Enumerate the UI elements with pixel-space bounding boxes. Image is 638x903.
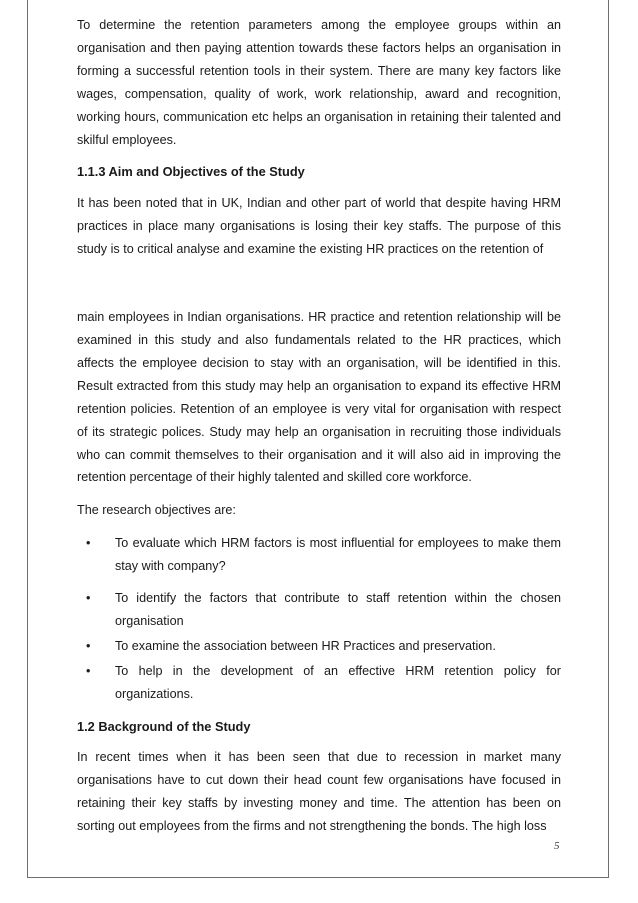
bullet-icon: • — [86, 536, 91, 551]
page-break-gap — [77, 261, 561, 306]
background-heading: 1.2 Background of the Study — [77, 718, 251, 734]
list-item — [77, 660, 561, 706]
list-item — [77, 532, 561, 578]
objectives-list — [77, 532, 561, 705]
bullet-icon: • — [86, 591, 91, 606]
aim-heading: 1.1.3 Aim and Objectives of the Study — [77, 164, 305, 180]
aim-paragraph-part2: main employees in Indian organisations. HR practice and retention relationship will be examined in this study and also fundamentals related to the HR practices, which affects the employee decision to stay with an organisation, will be identified in this. Result extracted from this study may help an organisation to expand its effective HRM retention policies. Retention of an employee is very vital for organisation with respect of its strategic polices. Study may help an organisation in recruiting those individuals who can commit themselves to their organisation and it will also aid in improving the retention percentage of their highly talented and skilled core workforce. — [77, 310, 561, 485]
list-item — [77, 587, 561, 633]
page-number: 5 — [554, 840, 560, 852]
objective-text: To identify the factors that contribute to staff retention within the chosen organisation — [115, 591, 561, 628]
objective-text: To help in the development of an effective HRM retention policy for organizations. — [115, 663, 561, 701]
list-item — [77, 635, 561, 658]
document-body — [77, 14, 561, 838]
objective-text: To evaluate which HRM factors is most influential for employees to make them stay with company? — [115, 536, 561, 574]
aim-paragraph-part1: It has been noted that in UK, Indian and other part of world that despite having HRM practices in place many organisations is losing their key staffs. The purpose of this study is to critical analyse and examine the existing HR practices on the retention of — [77, 196, 561, 257]
intro-paragraph: To determine the retention parameters among the employee groups within an organisation and then paying attention towards these factors helps an organisation in forming a successful retention tools in their system. There are many key factors like wages, compensation, quality of work, work relationship, award and recognition, working hours, communication etc helps an organisation in retaining their talented and skilful employees. — [77, 18, 561, 147]
bullet-icon: • — [86, 663, 91, 678]
bullet-icon: • — [86, 638, 91, 653]
background-paragraph: In recent times when it has been seen that due to recession in market many organisations have to cut down their head count few organisations have focused in retaining their key staffs by investing money and time. The attention has been on sorting out employees from the firms and not strengthening the bonds. The high loss — [77, 750, 561, 834]
objectives-intro: The research objectives are: — [77, 503, 236, 518]
objective-text: To examine the association between HR Practices and preservation. — [115, 638, 496, 653]
